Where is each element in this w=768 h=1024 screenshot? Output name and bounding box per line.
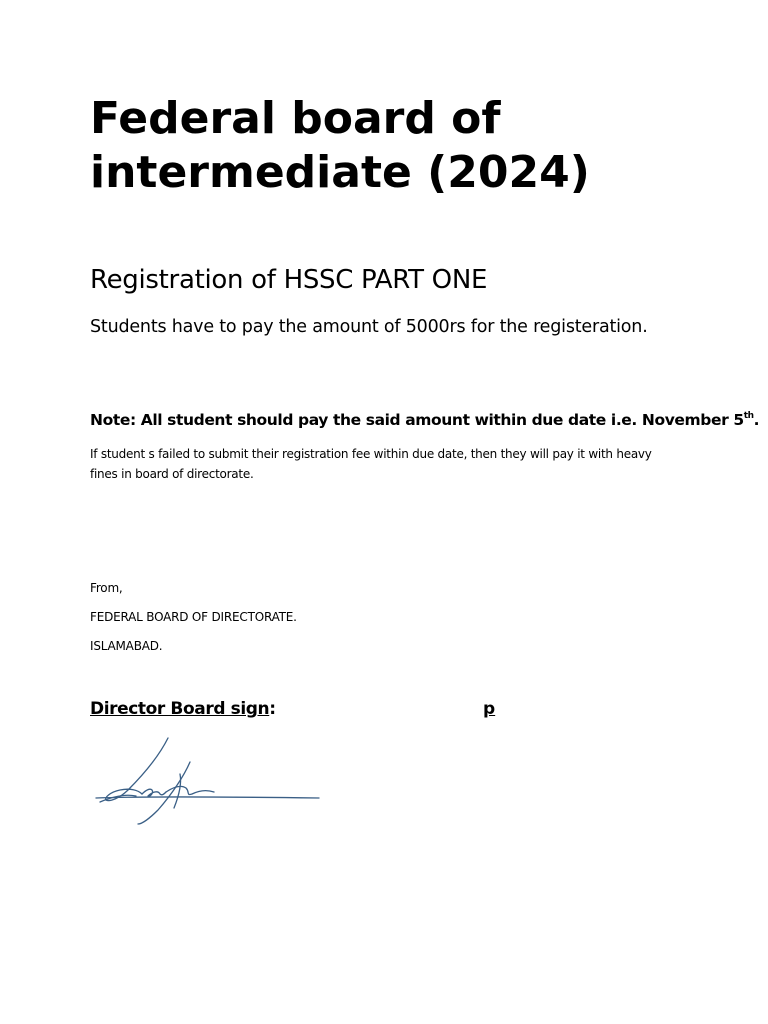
from-label: From, (90, 581, 123, 595)
signature-mark: p (483, 699, 496, 719)
document-title: Federal board of intermediate (2024) (90, 93, 590, 198)
due-date-note-end: . (753, 411, 760, 429)
due-date-note-text: Note: All student should pay the said amount within due date i.e. November 5 (90, 411, 744, 429)
sender-organization: FEDERAL BOARD OF DIRECTORATE. (90, 610, 297, 624)
late-fee-warning: If student s failed to submit their registration fee within due date, then they will pay it with heavy fines in board of directorate. (90, 447, 652, 481)
signature-label (90, 697, 276, 721)
signature-label-text: Director Board sign (90, 699, 270, 719)
sender-block (90, 579, 297, 666)
document-subtitle: Registration of HSSC PART ONE (90, 265, 488, 295)
sender-city: ISLAMABAD. (90, 639, 163, 653)
handwritten-signature-image (90, 732, 330, 832)
fee-amount-text: Students have to pay the amount of 5000rs for the registeration. (90, 317, 648, 337)
due-date-note (90, 408, 759, 432)
due-date-ordinal-suffix: th (743, 410, 754, 421)
signature-label-colon: : (269, 699, 276, 719)
